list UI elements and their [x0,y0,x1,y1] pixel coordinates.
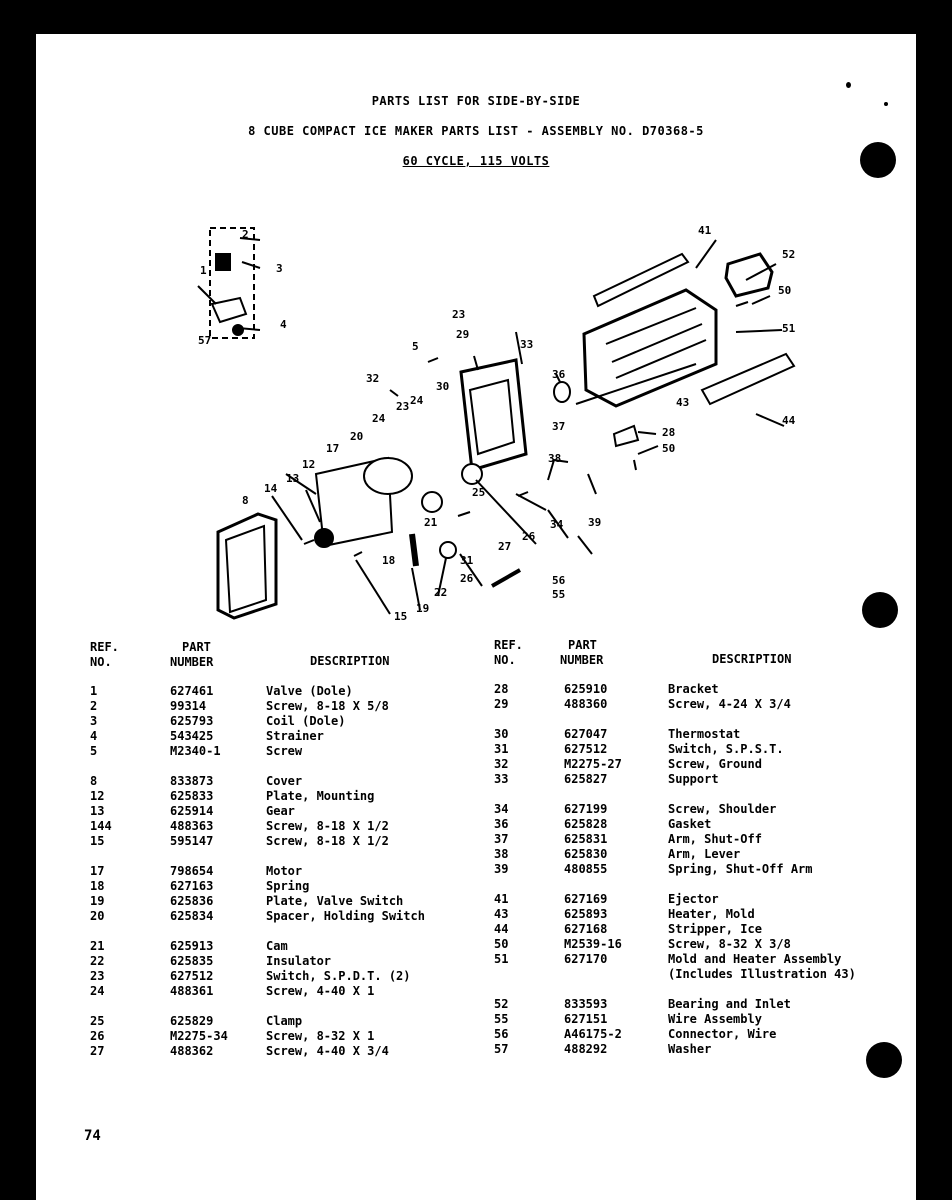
callout-label: 55 [552,588,566,601]
part-number-cell: 99314 [170,699,207,713]
callout-label: 5 [412,340,419,353]
part-number-cell: M2340-1 [170,744,221,758]
parts-row [90,699,470,714]
callout-label: 50 [778,284,792,297]
ref-cell: 5 [90,744,98,758]
parts-row [90,909,470,924]
parts-row [494,952,914,967]
description-cell: Screw [266,744,303,758]
part-number-cell: A46175-2 [564,1027,622,1041]
description-cell: Ejector [668,892,719,906]
callout-label: 25 [472,486,486,499]
description-cell: Plate, Valve Switch [266,894,404,908]
ref-cell: 21 [90,939,105,953]
parts-row [494,922,914,937]
description-cell: Spring [266,879,310,893]
parts-row [494,1027,914,1042]
parts-row [494,1042,914,1057]
part-number-cell: 543425 [170,729,214,743]
ref-cell: 22 [90,954,105,968]
title-line-3-text: 60 CYCLE, 115 VOLTS [402,154,550,168]
callout-label: 4 [280,318,287,331]
punch-hole [860,142,896,178]
description-cell: Screw, 8-32 X 3/8 [668,937,791,951]
description-cell: Clamp [266,1014,303,1028]
ref-cell: 2 [90,699,98,713]
description-cell: Screw, Ground [668,757,762,771]
parts-row [90,684,470,699]
parts-row [90,939,470,954]
part-number-cell: 625830 [564,847,608,861]
description-cell: Screw, 8-18 X 1/2 [266,834,389,848]
group-spacer [90,849,470,864]
description-cell: Coil (Dole) [266,714,346,728]
part-number-cell: 488292 [564,1042,608,1056]
part-number-cell: 625836 [170,894,214,908]
document-page [36,34,916,1200]
description-cell: Insulator [266,954,332,968]
parts-row [90,954,470,969]
ref-cell: 34 [494,802,509,816]
callout-label: 17 [326,442,340,455]
group-spacer [494,712,914,727]
callout-label: 13 [286,472,300,485]
parts-row [90,789,470,804]
ref-cell: 20 [90,909,105,923]
ref-cell: 39 [494,862,509,876]
left-parts-table [90,684,470,1059]
description-cell: Mold and Heater Assembly [668,952,842,966]
callout-label: 36 [552,368,566,381]
part-number-cell: 627047 [564,727,608,741]
part-number-cell: 627170 [564,952,608,966]
left-ref-header: REF. NO. [90,640,119,669]
callout-label: 33 [520,338,534,351]
ref-cell: 3 [90,714,98,728]
description-cell: Washer [668,1042,712,1056]
callout-label: 43 [676,396,690,409]
left-part-header: PART NUMBER [170,640,214,669]
description-cell: Spring, Shut-Off Arm [668,862,813,876]
ref-cell: 51 [494,952,509,966]
speck [846,82,851,88]
callout-label: 37 [552,420,566,433]
part-number-cell: 833593 [564,997,608,1011]
part-number-cell: M2275-27 [564,757,622,771]
callout-label: 8 [242,494,249,507]
parts-row [494,802,914,817]
callout-label: 22 [434,586,448,599]
description-cell: (Includes Illustration 43) [668,967,856,981]
callout-label: 20 [350,430,364,443]
exploded-parts-diagram [176,214,816,634]
ref-cell: 1 [90,684,98,698]
speck [884,102,888,106]
parts-row [90,729,470,744]
parts-row [494,772,914,787]
callout-label: 30 [436,380,450,393]
description-cell: Heater, Mold [668,907,755,921]
callout-label: 28 [662,426,676,439]
description-cell: Cam [266,939,288,953]
right-description-header: DESCRIPTION [712,652,792,666]
ref-cell: 57 [494,1042,509,1056]
callout-label: 26 [460,572,474,585]
parts-row [90,804,470,819]
description-cell: Valve (Dole) [266,684,353,698]
parts-row [494,742,914,757]
part-number-cell: 627151 [564,1012,608,1026]
description-cell: Thermostat [668,727,741,741]
ref-cell: 56 [494,1027,509,1041]
ref-cell: 25 [90,1014,105,1028]
callout-label: 29 [456,328,470,341]
title-line-2: 8 CUBE COMPACT ICE MAKER PARTS LIST - ASSEMBLY NO. D70368-5 [248,124,704,138]
parts-row [494,757,914,772]
parts-row [494,1012,914,1027]
part-number-cell: 480855 [564,862,608,876]
description-cell: Arm, Shut-Off [668,832,762,846]
callout-label: 3 [276,262,283,275]
part-number-cell: 625831 [564,832,608,846]
description-cell: Screw, 8-18 X 5/8 [266,699,389,713]
title-line-1: PARTS LIST FOR SIDE-BY-SIDE [371,94,581,108]
parts-row [90,744,470,759]
part-number-cell: 625793 [170,714,214,728]
callout-label: 24 [372,412,386,425]
punch-hole [862,592,898,628]
description-cell: Screw, Shoulder [668,802,777,816]
description-cell: Support [668,772,719,786]
description-cell: Strainer [266,729,324,743]
ref-cell: 36 [494,817,509,831]
ref-cell: 17 [90,864,105,878]
ref-cell: 23 [90,969,105,983]
parts-row [90,819,470,834]
left-description-header: DESCRIPTION [310,654,390,668]
part-number-cell: 833873 [170,774,214,788]
group-spacer [494,877,914,892]
parts-row [494,832,914,847]
description-cell: Screw, 4-40 X 3/4 [266,1044,389,1058]
callout-label: 38 [548,452,562,465]
callout-label: 2 [242,228,249,241]
ref-cell: 44 [494,922,509,936]
parts-row [90,894,470,909]
part-number-cell: 627168 [564,922,608,936]
callout-label: 57 [198,334,212,347]
callout-label: 1 [200,264,207,277]
callout-label: 32 [366,372,380,385]
callout-label: 23 [396,400,410,413]
ref-cell: 4 [90,729,98,743]
part-number-cell: 627461 [170,684,214,698]
part-number-cell: M2539-16 [564,937,622,951]
group-spacer [90,924,470,939]
description-cell: Motor [266,864,303,878]
ref-cell: 27 [90,1044,105,1058]
ref-cell: 41 [494,892,509,906]
callout-label: 52 [782,248,796,261]
ref-cell: 12 [90,789,105,803]
part-number-cell: 595147 [170,834,214,848]
description-cell: Connector, Wire [668,1027,777,1041]
part-number-cell: 798654 [170,864,214,878]
callout-label: 12 [302,458,316,471]
description-cell: Wire Assembly [668,1012,762,1026]
ref-cell: 8 [90,774,98,788]
description-cell: Gear [266,804,295,818]
ref-cell: 43 [494,907,509,921]
part-number-cell: 625835 [170,954,214,968]
parts-row [90,714,470,729]
description-cell: Switch, S.P.D.T. (2) [266,969,411,983]
description-cell: Arm, Lever [668,847,741,861]
description-cell: Cover [266,774,303,788]
parts-row [90,774,470,789]
punch-hole [866,1042,902,1078]
ref-cell: 31 [494,742,509,756]
callout-label: 15 [394,610,408,623]
parts-row [494,682,914,697]
description-cell: Spacer, Holding Switch [266,909,425,923]
callout-label: 21 [424,516,438,529]
callout-label: 51 [782,322,796,335]
ref-cell: 26 [90,1029,105,1043]
callout-label: 39 [588,516,602,529]
parts-row [494,817,914,832]
part-number-cell: 627199 [564,802,608,816]
callout-label: 56 [552,574,566,587]
ref-cell: 28 [494,682,509,696]
parts-row [90,1044,470,1059]
page-number: 74 [84,1128,101,1144]
parts-row [90,834,470,849]
parts-row [494,907,914,922]
callout-label: 34 [550,518,564,531]
callout-label: 24 [410,394,424,407]
description-cell: Screw, 4-24 X 3/4 [668,697,791,711]
parts-row [90,984,470,999]
part-number-cell: 488362 [170,1044,214,1058]
part-number-cell: 627169 [564,892,608,906]
parts-row [494,967,914,982]
description-cell: Screw, 8-18 X 1/2 [266,819,389,833]
parts-row [90,1029,470,1044]
ref-cell: 55 [494,1012,509,1026]
part-number-cell: 625833 [170,789,214,803]
parts-row [90,1014,470,1029]
group-spacer [90,999,470,1014]
right-ref-header: REF. NO. [494,638,523,667]
parts-row [494,727,914,742]
description-cell: Gasket [668,817,712,831]
part-number-cell: 625828 [564,817,608,831]
part-number-cell: M2275-34 [170,1029,228,1043]
part-number-cell: 627163 [170,879,214,893]
group-spacer [90,759,470,774]
ref-cell: 15 [90,834,105,848]
parts-row [494,892,914,907]
part-number-cell: 625913 [170,939,214,953]
title-line-3 [36,154,916,168]
callout-label: 26 [522,530,536,543]
description-cell: Switch, S.P.S.T. [668,742,784,756]
ref-cell: 37 [494,832,509,846]
callout-label: 19 [416,602,430,615]
ref-cell: 29 [494,697,509,711]
parts-row [90,879,470,894]
parts-row [90,864,470,879]
description-cell: Plate, Mounting [266,789,375,803]
ref-cell: 13 [90,804,105,818]
ref-cell: 33 [494,772,509,786]
description-cell: Bracket [668,682,719,696]
part-number-cell: 488361 [170,984,214,998]
ref-cell: 52 [494,997,509,1011]
part-number-cell: 625893 [564,907,608,921]
parts-row [494,937,914,952]
ref-cell: 38 [494,847,509,861]
description-cell: Screw, 8-32 X 1 [266,1029,375,1043]
callout-label: 31 [460,554,474,567]
callout-label: 41 [698,224,712,237]
description-cell: Stripper, Ice [668,922,762,936]
part-number-cell: 627512 [170,969,214,983]
callout-label: 14 [264,482,278,495]
right-parts-table [494,682,914,1057]
part-number-cell: 488360 [564,697,608,711]
part-number-cell: 625914 [170,804,214,818]
callout-label: 23 [452,308,466,321]
ref-cell: 30 [494,727,509,741]
group-spacer [494,982,914,997]
ref-cell: 18 [90,879,105,893]
callout-label: 27 [498,540,512,553]
parts-row [494,847,914,862]
part-number-cell: 625827 [564,772,608,786]
ref-cell: 32 [494,757,509,771]
part-number-cell: 625910 [564,682,608,696]
description-cell: Bearing and Inlet [668,997,791,1011]
parts-row [90,969,470,984]
group-spacer [494,787,914,802]
part-number-cell: 625829 [170,1014,214,1028]
ref-cell: 50 [494,937,509,951]
ref-cell: 24 [90,984,105,998]
part-number-cell: 625834 [170,909,214,923]
parts-row [494,997,914,1012]
parts-row [494,697,914,712]
ref-cell: 144 [90,819,112,833]
right-part-header: PART NUMBER [560,638,604,667]
callout-label: 18 [382,554,396,567]
callout-label: 44 [782,414,796,427]
callout-label: 50 [662,442,676,455]
parts-row [494,862,914,877]
part-number-cell: 627512 [564,742,608,756]
part-number-cell: 488363 [170,819,214,833]
description-cell: Screw, 4-40 X 1 [266,984,375,998]
ref-cell: 19 [90,894,105,908]
